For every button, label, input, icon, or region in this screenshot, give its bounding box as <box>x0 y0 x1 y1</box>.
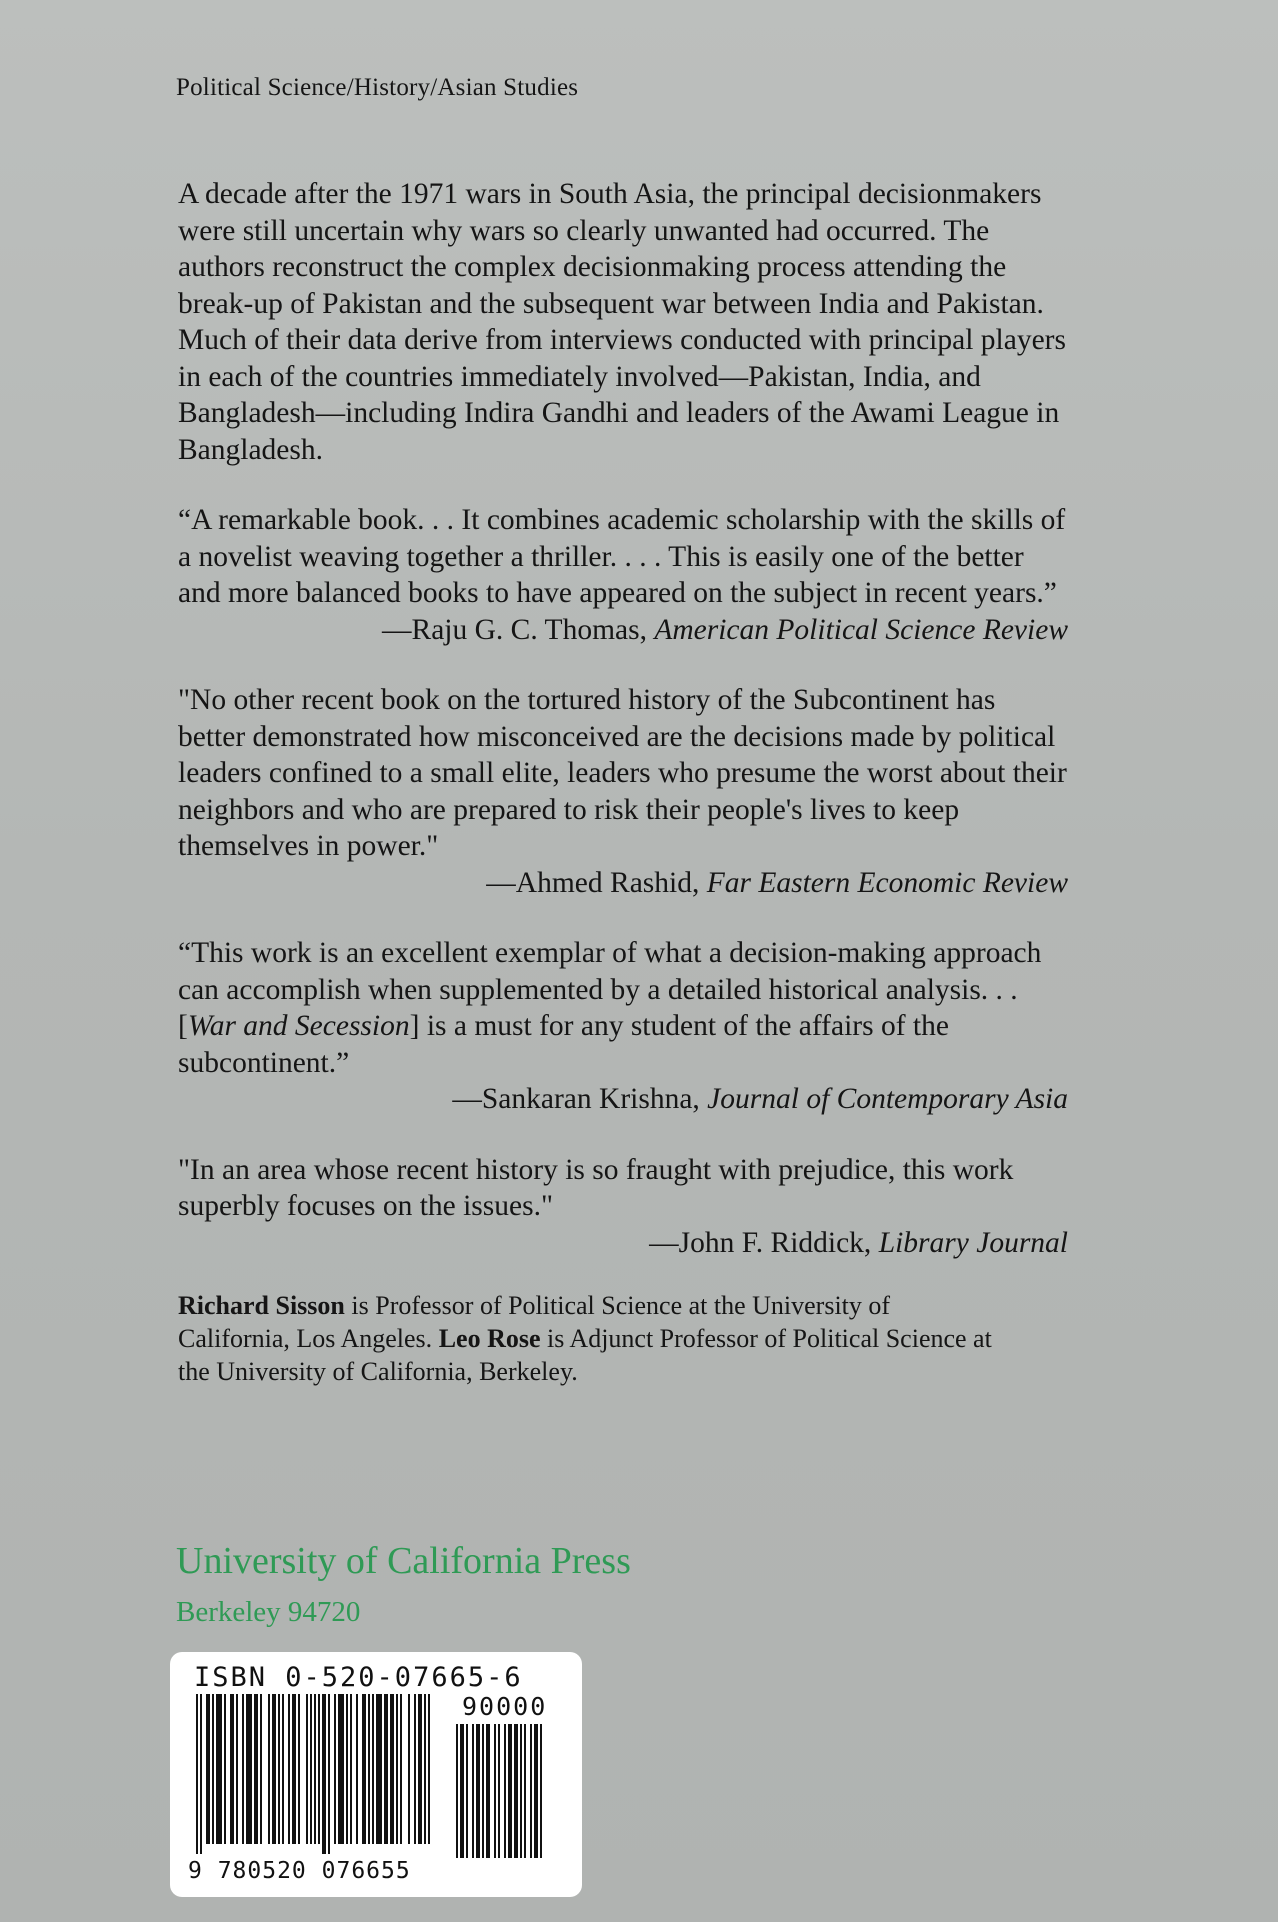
barcode-bar <box>236 1694 238 1844</box>
barcode-bar <box>400 1694 402 1844</box>
barcode-bar <box>272 1694 276 1844</box>
review-attribution <box>178 612 1068 649</box>
barcode-bar <box>534 1724 538 1858</box>
review-quote-2 <box>178 682 1068 901</box>
reviewer-name: —Sankaran Krishna, <box>452 1083 708 1115</box>
author-name: Leo Rose <box>438 1324 541 1353</box>
barcode-bar <box>350 1694 352 1844</box>
publisher-city: Berkeley 94720 <box>176 1596 361 1628</box>
reviewer-name: —John F. Riddick, <box>649 1226 879 1259</box>
barcode-bar <box>486 1724 490 1858</box>
review-quote-4 <box>178 1152 1068 1262</box>
barcode-bar <box>456 1724 458 1858</box>
barcode-bar <box>428 1694 430 1844</box>
barcode-bar <box>260 1694 262 1844</box>
isbn-number: ISBN 0-520-07665-6 <box>194 1662 523 1693</box>
barcode-bar <box>246 1694 252 1844</box>
barcode-bar <box>472 1724 474 1858</box>
barcode-bar <box>368 1694 370 1844</box>
barcode-bar <box>314 1694 316 1844</box>
barcode-bar <box>514 1724 518 1858</box>
barcode-bar <box>508 1724 512 1858</box>
barcode-bar <box>254 1694 258 1844</box>
barcode-bar <box>278 1694 280 1844</box>
barcode-bar <box>288 1694 290 1844</box>
barcode-bar <box>498 1724 500 1858</box>
cover-text <box>178 176 1068 1388</box>
barcode-bar <box>242 1694 244 1844</box>
barcode-bar <box>476 1724 480 1858</box>
review-attribution <box>178 1225 1068 1262</box>
reviewer-name: —Raju G. C. Thomas, <box>382 613 655 646</box>
barcode-bar <box>372 1694 374 1844</box>
barcode-bar <box>376 1694 382 1844</box>
barcode-bar <box>216 1694 222 1844</box>
barcode-bar <box>310 1694 312 1844</box>
author-bio-text: is Professor of Political Science at the University of California, Los Angeles. <box>178 1291 891 1353</box>
barcode-label <box>170 1652 582 1897</box>
barcode-bar <box>384 1694 388 1844</box>
barcode-bar <box>414 1694 416 1844</box>
barcode-bar <box>282 1694 284 1844</box>
barcode-bar <box>520 1724 522 1858</box>
barcode-bar <box>524 1724 526 1858</box>
barcode-bar <box>466 1724 468 1858</box>
barcode-bar <box>396 1694 398 1844</box>
barcode-bar <box>268 1694 270 1844</box>
barcode-bar <box>424 1694 426 1844</box>
barcode-bar <box>298 1694 300 1844</box>
review-quote-3 <box>178 935 1068 1118</box>
barcode-bar <box>362 1694 366 1844</box>
review-attribution <box>178 865 1068 902</box>
barcode-bar <box>482 1724 484 1858</box>
author-bios <box>178 1289 1008 1388</box>
barcode-bar <box>334 1694 336 1844</box>
review-source: Far Eastern Economic Review <box>706 866 1068 899</box>
barcode-bar <box>230 1694 234 1844</box>
barcode-bar <box>318 1694 320 1844</box>
review-text-part: ] is a must for any student of the affairs of the subcontinent.” <box>178 1010 949 1079</box>
barcode-bar <box>504 1724 506 1858</box>
author-name: Richard Sisson <box>178 1291 345 1320</box>
barcode-bar <box>328 1694 330 1854</box>
barcode-bar <box>200 1694 202 1854</box>
review-text: “A remarkable book. . . It combines academic scholarship with the skills of a novelist weaving together a thriller. . . . This is easily one of the better and more balanced books to have appeared on the subject in recent years.” <box>178 504 1066 609</box>
barcode-bar <box>306 1694 308 1844</box>
review-text: "In an area whose recent history is so fraught with prejudice, this work superbly focuses on the issues." <box>178 1153 1014 1222</box>
barcode-bar <box>408 1694 410 1844</box>
review-text-part: “This work is an excellent exemplar of what a decision-making approach can accomplish when supplemented by a detailed historical analysis. . . [ <box>178 937 1042 1042</box>
barcode-bar <box>206 1694 210 1844</box>
review-source: Library Journal <box>878 1226 1068 1259</box>
barcode-bar <box>418 1694 422 1844</box>
publisher-block <box>176 1538 631 1632</box>
subject-category: Political Science/History/Asian Studies <box>176 74 579 101</box>
review-source: American Political Science Review <box>654 613 1068 646</box>
review-text <box>178 935 1068 1081</box>
publisher-name: University of California Press <box>176 1540 631 1582</box>
ean-barcode-bars <box>196 1694 446 1860</box>
barcode-bar <box>540 1724 542 1858</box>
barcode-bar <box>346 1694 348 1844</box>
addon-barcode-bars <box>456 1724 556 1858</box>
barcode-bar <box>292 1694 296 1844</box>
ean-digits: 9 780520 076655 <box>188 1858 411 1884</box>
barcode-bar <box>224 1694 226 1844</box>
book-title-reference: War and Secession <box>187 1010 410 1042</box>
author-bio-text: is Adjunct Professor of Political Science at the University of California, Berkeley. <box>178 1324 992 1386</box>
barcode-bar <box>494 1724 496 1858</box>
barcode-bar <box>196 1694 198 1854</box>
reviewer-name: —Ahmed Rashid, <box>486 866 707 899</box>
review-text: "No other recent book on the tortured history of the Subcontinent has better demonstrated how misconceived are the decisions made by political leaders confined to a small elite, leaders who presume the worst about their neighbors and who are prepared to risk their people's lives to keep themselves in power." <box>178 684 1067 862</box>
review-quote-1 <box>178 502 1068 648</box>
barcode-bar <box>322 1694 326 1854</box>
barcode-bar <box>460 1724 464 1858</box>
review-source: Journal of Contemporary Asia <box>707 1083 1068 1115</box>
book-description: A decade after the 1971 wars in South Asia, the principal decisionmakers were still uncertain why wars so clearly unwanted had occurred. The authors reconstruct the complex decisionmaking process attending the break-up of Pakistan and the subsequent war between India and Pakistan. Much of their data derive from interviews conducted with principal players in each of the countries immediately involved—Pakistan, India, and Bangladesh—including Indira Gandhi and leaders of the Awami League in Bangladesh. <box>178 178 1066 466</box>
barcode-bar <box>390 1694 394 1844</box>
barcode-bar <box>356 1694 358 1844</box>
price-code: 90000 <box>462 1692 548 1721</box>
barcode-bar <box>212 1694 214 1844</box>
review-attribution <box>178 1081 1068 1118</box>
barcode-bar <box>338 1694 344 1844</box>
barcode-bar <box>530 1724 532 1858</box>
